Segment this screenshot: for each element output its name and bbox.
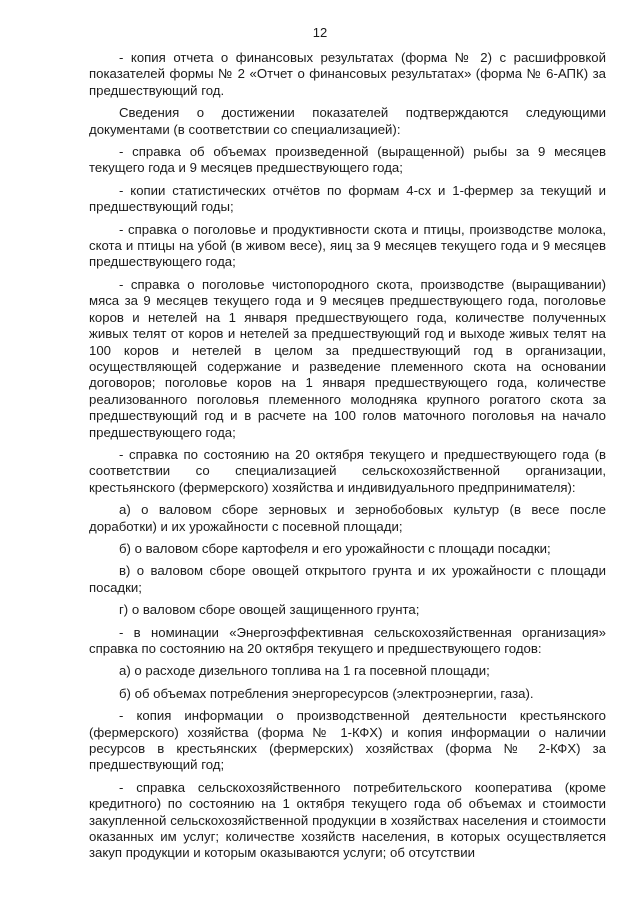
document-body <box>89 50 606 868</box>
paragraph-financial-report: - копия отчета о финансовых результатах (форма № 2) с расшифровкой показателей формы № 2 «Отчет о финансовых результатах» (форма № 6-АПК) за предшествующий год. <box>89 50 606 98</box>
paragraph-purebred-livestock: - справка о поголовье чистопородного скота, производстве (выращивании) мяса за 9 месяцев текущего года и 9 месяцев предшествующего года, поголовье коров и нетелей на 1 января предшествующего года, количестве полученных живых телят от коров и нетелей за предшествующий год и выходе живых телят на 100 коров и нетелей в целом за предшествующий год в организации, осуществляющей содержание и разведение племенного скота на основании договоров; поголовье коров на 1 января предшествующего года, количестве реализованного поголовья племенного молодняка крупного рогатого скота за предшествующий год и в расчете на 100 голов маточного поголовья на начало предшествующего года; <box>89 276 606 440</box>
list-item-grain-harvest: а) о валовом сборе зерновых и зернобобовых культур (в весе после доработки) и их урожайности с посевной площади; <box>89 502 606 534</box>
paragraph-livestock-productivity: - справка о поголовье и продуктивности скота и птицы, производстве молока, скота и птицы на убой (в живом весе), яиц за 9 месяцев текущего года и 9 месяцев предшествующего года; <box>89 221 606 270</box>
paragraph-october-certificate: - справка по состоянию на 20 октября текущего и предшествующего года (в соответствии со специализацией сельскохозяйственной организации, крестьянского (фермерского) хозяйства и индивидуального предпринимателя): <box>89 446 606 495</box>
paragraph-energy-efficiency: - в номинации «Энергоэффективная сельскохозяйственная организация» справка по состоянию на 20 октября текущего и предшествующего годов: <box>89 624 606 656</box>
list-item-open-ground-vegetables: в) о валовом сборе овощей открытого грунта и их урожайности с площади посадки; <box>89 563 606 595</box>
paragraph-cooperative-certificate: - справка сельскохозяйственного потребительского кооператива (кроме кредитного) по состоянию на 1 октября текущего года об объемах и стоимости закупленной сельскохозяйственной продукции в хозяйствах населения и стоимости оказанных им услуг; количестве хозяйств населения, в которых осуществляется закуп продукции и которым оказываются услуги; об отсутствии <box>89 779 606 861</box>
list-item-diesel-consumption: а) о расходе дизельного топлива на 1 га посевной площади; <box>119 663 490 679</box>
paragraph-fish-volume: - справка об объемах произведенной (выращенной) рыбы за 9 месяцев текущего года и 9 месяцев предшествующего года; <box>89 144 606 176</box>
list-item-energy-consumption: б) об объемах потребления энергоресурсов (электроэнергии, газа). <box>119 685 534 701</box>
list-item-greenhouse-vegetables: г) о валовом сборе овощей защищенного грунта; <box>119 602 420 618</box>
paragraph-evidence-intro: Сведения о достижении показателей подтверждаются следующими документами (в соответствии со специализацией): <box>89 105 606 137</box>
page-number: 12 <box>312 25 328 40</box>
paragraph-farm-information: - копия информации о производственной деятельности крестьянского (фермерского) хозяйства (форма № 1-КФХ) и копия информации о наличии ресурсов в крестьянских (фермерских) хозяйствах (форма № 2-КФХ) за предшествующий год; <box>89 708 606 773</box>
paragraph-statistical-reports: - копии статистических отчётов по формам 4-сх и 1-фермер за текущий и предшествующий годы; <box>89 182 606 215</box>
list-item-potato-harvest: б) о валовом сборе картофеля и его урожайности с площади посадки; <box>119 540 551 556</box>
